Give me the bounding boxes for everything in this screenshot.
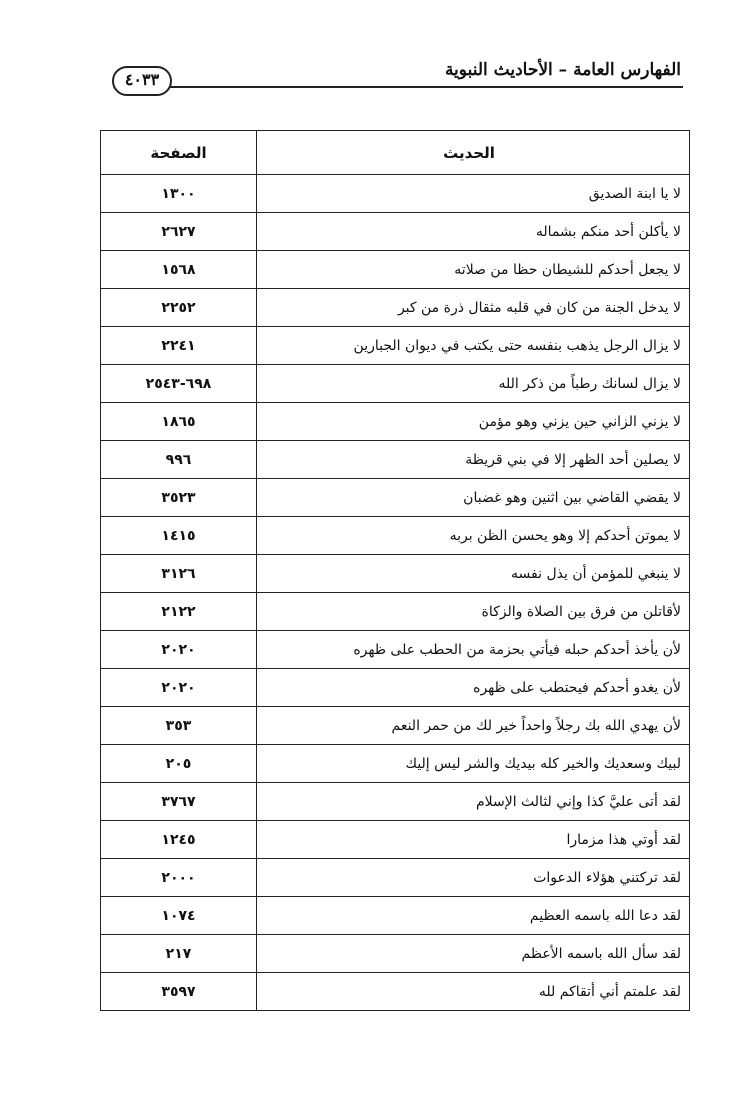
hadith-text: لقد سأل الله باسمه الأعظم	[257, 935, 690, 973]
table-row	[101, 251, 690, 289]
hadith-text: لا يزال الرجل يذهب بنفسه حتى يكتب في ديوان الجبارين	[257, 327, 690, 365]
running-title: الفهارس العامة – الأحاديث النبوية	[444, 60, 681, 80]
page-reference: ٢١٧	[101, 935, 257, 973]
page-reference: ١٢٤٥	[101, 821, 257, 859]
hadith-text: لأقاتلن من فرق بين الصلاة والزكاة	[257, 593, 690, 631]
hadith-text: لا يجعل أحدكم للشيطان حظا من صلاته	[257, 251, 690, 289]
hadith-text: لا يقضي القاضي بين اثنين وهو غضبان	[257, 479, 690, 517]
table-row	[101, 669, 690, 707]
table-row	[101, 783, 690, 821]
table-row	[101, 593, 690, 631]
page-reference: ٩٩٦	[101, 441, 257, 479]
page-reference: ٢٠٥	[101, 745, 257, 783]
table-body	[101, 175, 690, 1011]
hadith-index-table	[100, 130, 690, 1011]
page-header	[100, 56, 683, 92]
page-reference: ٢٦٢٧	[101, 213, 257, 251]
page-reference: ٢٢٥٢	[101, 289, 257, 327]
table-row	[101, 479, 690, 517]
page-reference: ١٥٦٨	[101, 251, 257, 289]
table-row	[101, 631, 690, 669]
hadith-text: لا يصلين أحد الظهر إلا في بني قريظة	[257, 441, 690, 479]
table-row	[101, 555, 690, 593]
table-row	[101, 403, 690, 441]
table-row	[101, 745, 690, 783]
table-row	[101, 897, 690, 935]
hadith-text: لا يموتن أحدكم إلا وهو يحسن الظن بربه	[257, 517, 690, 555]
page-reference: ١٨٦٥	[101, 403, 257, 441]
header-row	[101, 131, 690, 175]
table-row	[101, 365, 690, 403]
page-reference: ٢٠٢٠	[101, 669, 257, 707]
page-reference: ٣٥٣	[101, 707, 257, 745]
table-row	[101, 289, 690, 327]
table-header	[101, 131, 690, 175]
table-row	[101, 327, 690, 365]
page-reference: ٢٠٠٠	[101, 859, 257, 897]
page-reference: ١٠٧٤	[101, 897, 257, 935]
page-reference: ٢٠٢٠	[101, 631, 257, 669]
page-reference: ٣٥٢٣	[101, 479, 257, 517]
page-reference: ١٤١٥	[101, 517, 257, 555]
table-row	[101, 935, 690, 973]
table-row	[101, 441, 690, 479]
hadith-text: لقد دعا الله باسمه العظيم	[257, 897, 690, 935]
hadith-text: لا ينبغي للمؤمن أن يذل نفسه	[257, 555, 690, 593]
page-reference: ٣١٢٦	[101, 555, 257, 593]
table-row	[101, 707, 690, 745]
hadith-text: لا يزال لسانك رطباً من ذكر الله	[257, 365, 690, 403]
hadith-text: لقد علمتم أني أتقاكم لله	[257, 973, 690, 1011]
hadith-text: لقد تركتني هؤلاء الدعوات	[257, 859, 690, 897]
hadith-text: لأن يغدو أحدكم فيحتطب على ظهره	[257, 669, 690, 707]
page-reference: ١٣٠٠	[101, 175, 257, 213]
hadith-text: لبيك وسعديك والخير كله بيديك والشر ليس إليك	[257, 745, 690, 783]
table-row	[101, 213, 690, 251]
hadith-text: لا يدخل الجنة من كان في قلبه مثقال ذرة من كبر	[257, 289, 690, 327]
hadith-text: لقد أتى عليَّ كذا وإني لثالث الإسلام	[257, 783, 690, 821]
column-header-page: الصفحة	[101, 131, 257, 175]
table-row	[101, 859, 690, 897]
page-number-badge: ٤٠٣٣	[112, 66, 172, 96]
page-reference: ٣٧٦٧	[101, 783, 257, 821]
table-row	[101, 517, 690, 555]
page-reference: ٢٢٤١	[101, 327, 257, 365]
hadith-text: لا يأكلن أحد منكم بشماله	[257, 213, 690, 251]
header-rule	[168, 86, 683, 88]
hadith-text: لقد أوتي هذا مزمارا	[257, 821, 690, 859]
column-header-hadith: الحديث	[257, 131, 690, 175]
hadith-text: لا يا ابنة الصديق	[257, 175, 690, 213]
hadith-text: لأن يهدي الله بك رجلاً واحداً خير لك من حمر النعم	[257, 707, 690, 745]
table-row	[101, 821, 690, 859]
hadith-text: لأن يأخذ أحدكم حبله فيأتي بحزمة من الحطب على ظهره	[257, 631, 690, 669]
table-row	[101, 973, 690, 1011]
page-reference: ٢١٢٢	[101, 593, 257, 631]
page-reference: ٣٥٩٧	[101, 973, 257, 1011]
table-row	[101, 175, 690, 213]
page-reference: ٦٩٨-٢٥٤٣	[101, 365, 257, 403]
hadith-text: لا يزني الزاني حين يزني وهو مؤمن	[257, 403, 690, 441]
